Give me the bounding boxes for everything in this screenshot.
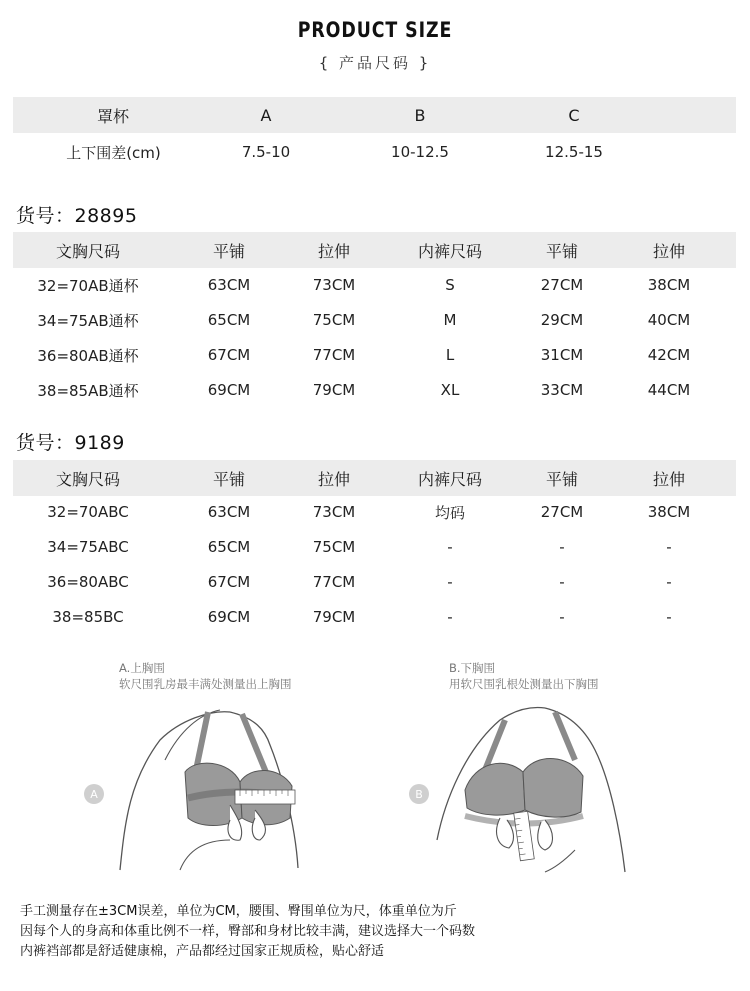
sku2-header: 平铺 bbox=[212, 469, 245, 489]
table-cell: M bbox=[443, 311, 457, 329]
table-row bbox=[13, 495, 736, 529]
page-subtitle: { 产品尺码 } bbox=[318, 54, 432, 72]
sku2-header: 平铺 bbox=[545, 469, 578, 489]
note-line: 手工测量存在±3CM误差，单位为CM，腰围、臀围单位为尺，体重单位为斤 bbox=[20, 904, 457, 919]
table-cell: - bbox=[666, 608, 672, 626]
cup-row-label: 上下围差(cm) bbox=[66, 143, 161, 162]
table-cell: 31CM bbox=[540, 346, 584, 364]
table-cell: 77CM bbox=[312, 346, 356, 364]
figure-a-illustration bbox=[80, 700, 340, 880]
table-cell: - bbox=[447, 538, 453, 556]
table-cell: - bbox=[559, 608, 565, 626]
notes-block bbox=[20, 902, 475, 962]
table-cell: 27CM bbox=[540, 503, 584, 521]
table-cell: 79CM bbox=[312, 608, 356, 626]
figure-a-title: A.上胸围 bbox=[119, 661, 165, 675]
badge-a-label: A bbox=[90, 788, 98, 801]
table-cell: 65CM bbox=[207, 538, 251, 556]
table-cell: 77CM bbox=[312, 573, 356, 591]
figure-b-caption bbox=[449, 660, 599, 692]
table-cell: 73CM bbox=[312, 276, 356, 294]
table-cell: 27CM bbox=[540, 276, 584, 294]
table-cell: 34=75ABC bbox=[47, 538, 129, 556]
cup-table-row bbox=[13, 135, 736, 169]
sku1-header: 拉伸 bbox=[652, 241, 685, 261]
table-cell: 32=70AB通杯 bbox=[37, 276, 139, 295]
table-cell: - bbox=[559, 538, 565, 556]
table-cell: 63CM bbox=[207, 503, 251, 521]
table-cell: 均码 bbox=[434, 503, 465, 522]
cup-header-label: 罩杯 bbox=[96, 106, 129, 126]
table-cell: 38=85AB通杯 bbox=[37, 381, 139, 400]
cup-table-header bbox=[13, 97, 736, 133]
sku2-table-header bbox=[13, 460, 736, 496]
page-title: PRODUCT SIZE bbox=[297, 18, 453, 42]
table-cell: 36=80ABC bbox=[47, 573, 129, 591]
note-line: 内裤裆部都是舒适健康棉，产品都经过国家正规质检，贴心舒适 bbox=[20, 944, 385, 959]
table-cell: S bbox=[445, 276, 455, 294]
table-cell: 36=80AB通杯 bbox=[37, 346, 139, 365]
table-cell: 29CM bbox=[540, 311, 584, 329]
table-cell: 79CM bbox=[312, 381, 356, 399]
cup-row-c: 12.5-15 bbox=[545, 143, 603, 161]
table-cell: 73CM bbox=[312, 503, 356, 521]
table-cell: - bbox=[447, 573, 453, 591]
figure-b-title: B.下胸围 bbox=[449, 661, 496, 675]
cup-row-a: 7.5-10 bbox=[241, 143, 291, 161]
table-cell: 67CM bbox=[207, 573, 251, 591]
sku1-table-header bbox=[13, 232, 736, 268]
table-row bbox=[13, 565, 736, 599]
table-row bbox=[13, 373, 736, 407]
table-cell: 33CM bbox=[540, 381, 584, 399]
cup-header-a: A bbox=[260, 105, 272, 125]
cup-header-b: B bbox=[414, 105, 426, 125]
sku2-header: 拉伸 bbox=[652, 469, 685, 489]
sku2-header: 文胸尺码 bbox=[55, 469, 120, 489]
table-cell: 32=70ABC bbox=[47, 503, 129, 521]
figure-b-desc: 用软尺围乳根处测量出下胸围 bbox=[449, 677, 599, 691]
sku1-header: 文胸尺码 bbox=[55, 241, 120, 261]
table-cell: 38CM bbox=[647, 503, 691, 521]
table-cell: 75CM bbox=[312, 538, 356, 556]
sku1-header: 平铺 bbox=[212, 241, 245, 261]
table-cell: 67CM bbox=[207, 346, 251, 364]
table-cell: XL bbox=[440, 381, 460, 399]
sku1-header: 内裤尺码 bbox=[417, 241, 482, 261]
table-row bbox=[13, 338, 736, 372]
table-cell: - bbox=[666, 573, 672, 591]
sku1-header: 拉伸 bbox=[317, 241, 350, 261]
table-cell: 42CM bbox=[647, 346, 691, 364]
table-cell: 65CM bbox=[207, 311, 251, 329]
table-cell: 38=85BC bbox=[52, 608, 124, 626]
table-cell: L bbox=[445, 346, 455, 364]
table-cell: 69CM bbox=[207, 608, 251, 626]
table-cell: 75CM bbox=[312, 311, 356, 329]
sku-label-28895: 货号：28895 bbox=[16, 205, 138, 227]
table-row bbox=[13, 530, 736, 564]
sku2-header: 内裤尺码 bbox=[417, 469, 482, 489]
table-cell: - bbox=[559, 573, 565, 591]
table-row bbox=[13, 303, 736, 337]
table-cell: 44CM bbox=[647, 381, 691, 399]
table-cell: 63CM bbox=[207, 276, 251, 294]
cup-header-c: C bbox=[568, 105, 580, 125]
sku-label-9189: 货号：9189 bbox=[16, 432, 125, 454]
table-cell: 34=75AB通杯 bbox=[37, 311, 139, 330]
table-cell: 69CM bbox=[207, 381, 251, 399]
table-row bbox=[13, 268, 736, 302]
sku2-header: 拉伸 bbox=[317, 469, 350, 489]
table-cell: 38CM bbox=[647, 276, 691, 294]
table-cell: - bbox=[666, 538, 672, 556]
figure-a-caption bbox=[119, 660, 292, 692]
badge-b-label: B bbox=[415, 788, 423, 801]
table-row bbox=[13, 600, 736, 634]
note-line: 因每个人的身高和体重比例不一样，臀部和身材比较丰满，建议选择大一个码数 bbox=[20, 924, 476, 939]
table-cell: 40CM bbox=[647, 311, 691, 329]
figure-a-desc: 软尺围乳房最丰满处测量出上胸围 bbox=[119, 677, 292, 691]
sku1-header: 平铺 bbox=[545, 241, 578, 261]
table-cell: - bbox=[447, 608, 453, 626]
figure-b-illustration bbox=[405, 700, 665, 880]
cup-row-b: 10-12.5 bbox=[391, 143, 449, 161]
